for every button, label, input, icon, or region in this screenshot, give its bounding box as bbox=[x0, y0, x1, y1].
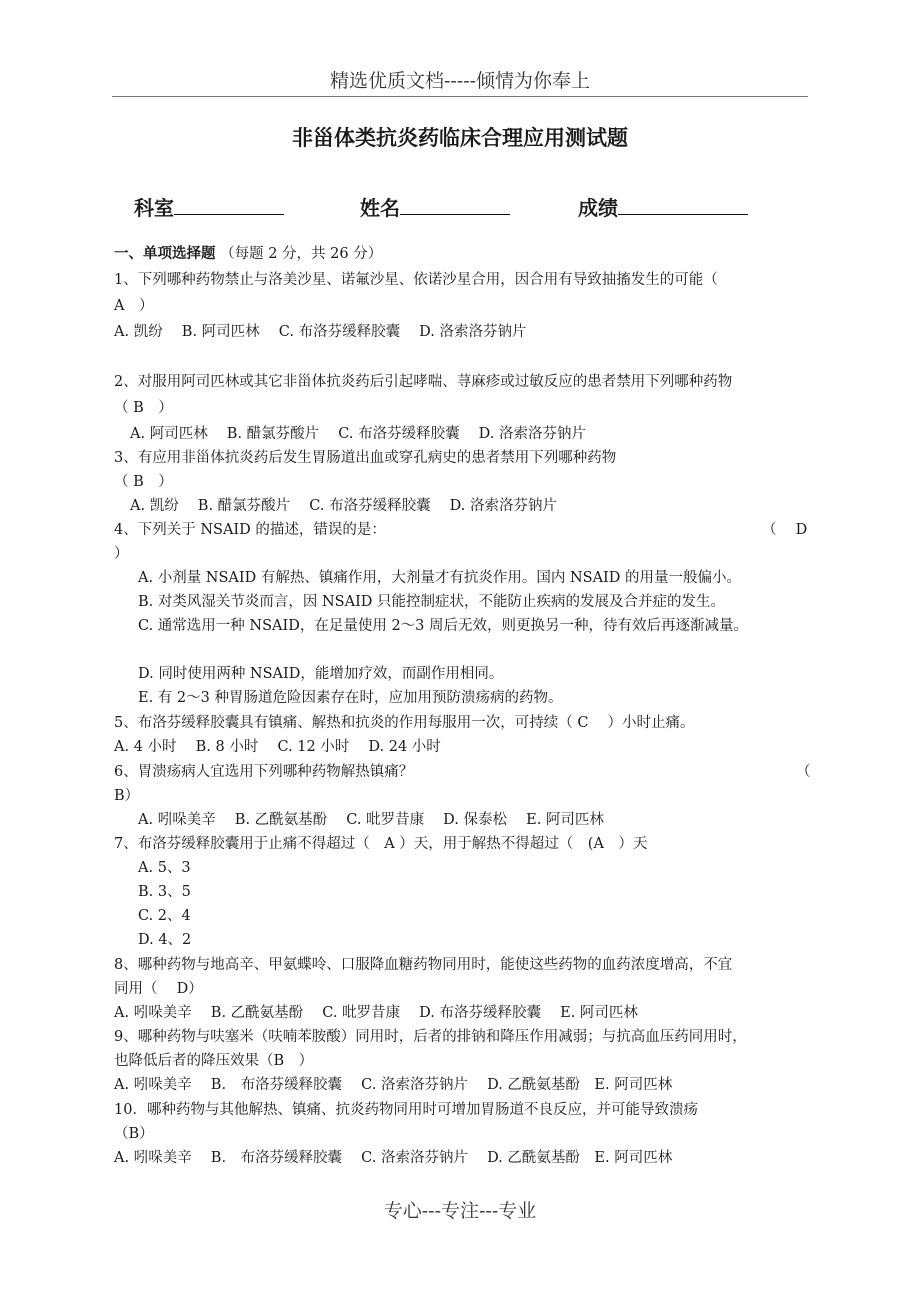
score-field bbox=[578, 192, 748, 221]
page-title: 非甾体类抗炎药临床合理应用测试题 bbox=[292, 126, 628, 150]
question-10-options: A. 吲哚美辛 B. 布洛芬缓释胶囊 C. 洛索洛芬钠片 D. 乙酰氨基酚 E. 阿司匹林 bbox=[114, 1150, 673, 1166]
question-9-text: 9、哪种药物与呋塞米（呋喃苯胺酸）同用时，后者的排钠和降压作用减弱；与抗高血压药同用时， bbox=[114, 1029, 747, 1045]
question-8-text: 8、哪种药物与地高辛、甲氨蝶呤、口服降血糖药物同用时，能使这些药物的血药浓度增高，不宜 bbox=[114, 957, 733, 973]
question-10-text-cont: （B） bbox=[114, 1126, 154, 1142]
section-heading bbox=[114, 244, 382, 264]
score-blank bbox=[618, 194, 748, 215]
section-title: 一、单项选择题 bbox=[114, 246, 216, 262]
page-footer: 专心---专注---专业 bbox=[383, 1200, 537, 1222]
question-4-option-d: D. 同时使用两种 NSAID，能增加疗效，而副作用相同。 bbox=[138, 666, 504, 682]
question-7-option-d: D. 4、2 bbox=[138, 932, 192, 948]
question-8-options: A. 吲哚美辛 B. 乙酰氨基酚 C. 吡罗昔康 D. 布洛芬缓释胶囊 E. 阿司匹林 bbox=[114, 1005, 638, 1021]
question-4-answer: （ D bbox=[762, 522, 808, 538]
section-note: （每题 2 分，共 26 分） bbox=[220, 246, 383, 262]
question-7-option-a: A. 5、3 bbox=[138, 860, 191, 876]
question-3-text: 3、有应用非甾体抗炎药后发生胃肠道出血或穿孔病史的患者禁用下列哪种药物 bbox=[114, 450, 617, 466]
score-label: 成绩 bbox=[578, 196, 618, 220]
question-2-options: A. 阿司匹林 B. 醋氯芬酸片 C. 布洛芬缓释胶囊 D. 洛索洛芬钠片 bbox=[130, 426, 587, 442]
header-divider bbox=[112, 96, 808, 97]
question-4-option-a: A. 小剂量 NSAID 有解热、镇痛作用，大剂量才有抗炎作用。国内 NSAID 的用量一般偏小。 bbox=[138, 570, 742, 586]
question-6-text: 6、胃溃疡病人宜选用下列哪种药物解热镇痛？ bbox=[114, 764, 414, 780]
department-label: 科室 bbox=[134, 196, 174, 220]
question-5-options: A. 4 小时 B. 8 小时 C. 12 小时 D. 24 小时 bbox=[114, 739, 441, 755]
question-7-text: 7、布洛芬缓释胶囊用于止痛不得超过（ A ）天，用于解热不得超过（ (A ）天 bbox=[114, 836, 648, 852]
question-4-option-c: C. 通常选用一种 NSAID，在足量使用 2～3 周后无效，则更换另一种，待有效后再逐渐减量。 bbox=[138, 618, 749, 634]
question-10-text: 10．哪种药物与其他解热、镇痛、抗炎药物同用时可增加胃肠道不良反应，并可能导致溃疡 bbox=[114, 1102, 698, 1118]
question-1-answer: A ） bbox=[114, 298, 154, 314]
department-field bbox=[134, 192, 284, 221]
question-4-text: 4、下列关于 NSAID 的描述，错误的是： bbox=[114, 522, 386, 538]
question-4-answer-close: ） bbox=[114, 546, 129, 562]
question-2-text: 2、对服用阿司匹林或其它非甾体抗炎药后引起哮喘、荨麻疹或过敏反应的患者禁用下列哪种药物 bbox=[114, 374, 733, 390]
question-1-options: A. 凯纷 B. 阿司匹林 C. 布洛芬缓释胶囊 D. 洛索洛芬钠片 bbox=[114, 324, 527, 340]
page-header: 精选优质文档-----倾情为你奉上 bbox=[329, 70, 591, 92]
question-4-option-e: E. 有 2～3 种胃肠道危险因素存在时，应加用预防溃疡病的药物。 bbox=[138, 690, 563, 706]
name-blank bbox=[400, 194, 510, 215]
question-8-text-cont: 同用（ D） bbox=[114, 981, 203, 997]
question-9-text-cont: 也降低后者的降压效果（B ） bbox=[114, 1053, 314, 1069]
name-label: 姓名 bbox=[360, 196, 400, 220]
question-2-answer: （ B ） bbox=[114, 400, 173, 416]
question-6-options: A. 吲哚美辛 B. 乙酰氨基酚 C. 吡罗昔康 D. 保泰松 E. 阿司匹林 bbox=[138, 812, 604, 828]
question-7-option-c: C. 2、4 bbox=[138, 908, 191, 924]
question-4-option-b: B. 对类风湿关节炎而言，因 NSAID 只能控制症状，不能防止疾病的发展及合并症的发生。 bbox=[138, 594, 726, 610]
question-7-option-b: B. 3、5 bbox=[138, 884, 191, 900]
question-9-options: A. 吲哚美辛 B. 布洛芬缓释胶囊 C. 洛索洛芬钠片 D. 乙酰氨基酚 E. 阿司匹林 bbox=[114, 1077, 673, 1093]
question-6-answer: （ bbox=[796, 764, 811, 780]
question-6-answer-close: B） bbox=[114, 788, 140, 804]
question-3-answer: （ B ） bbox=[114, 474, 173, 490]
name-field bbox=[360, 192, 510, 221]
question-5-text: 5、布洛芬缓释胶囊具有镇痛、解热和抗炎的作用每服用一次，可持续（ C ）小时止痛。 bbox=[114, 715, 695, 731]
department-blank bbox=[174, 194, 284, 215]
question-3-options: A. 凯纷 B. 醋氯芬酸片 C. 布洛芬缓释胶囊 D. 洛索洛芬钠片 bbox=[130, 498, 558, 514]
question-1-text: 1、下列哪种药物禁止与洛美沙星、诺氟沙星、依诺沙星合用，因合用有导致抽搐发生的可能（ bbox=[114, 272, 718, 288]
